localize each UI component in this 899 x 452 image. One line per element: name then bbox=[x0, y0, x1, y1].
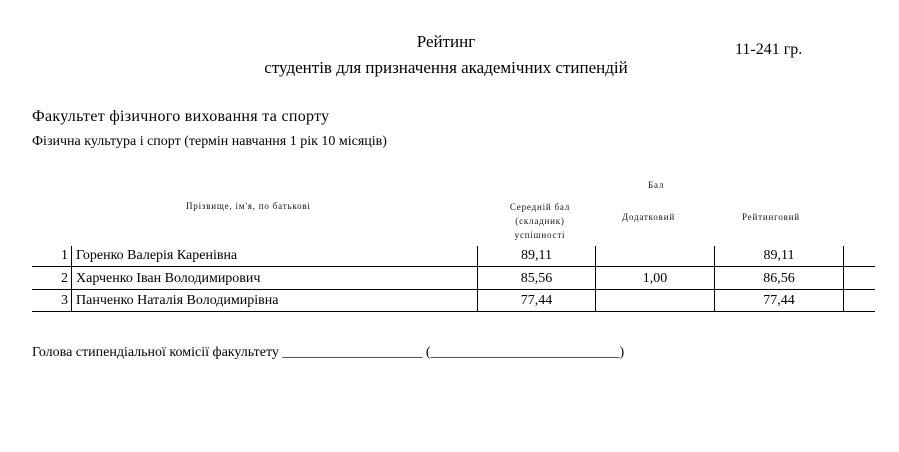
student-name: Харченко Іван Володимирович bbox=[76, 271, 261, 286]
header-rating: Рейтинговий bbox=[742, 212, 800, 222]
rating-score: 77,44 bbox=[763, 293, 795, 308]
header-additional: Додатковий bbox=[622, 212, 675, 222]
row-number: 1 bbox=[61, 248, 68, 263]
faculty-name: Факультет фізичного виховання та спорту bbox=[32, 108, 330, 125]
header-full-name: Прізвище, ім'я, по батькові bbox=[186, 201, 311, 211]
document-title: Рейтинг bbox=[416, 32, 476, 51]
row-number: 3 bbox=[61, 293, 68, 308]
additional-score: 1,00 bbox=[642, 271, 668, 286]
student-name: Панченко Наталія Володимирівна bbox=[76, 293, 279, 308]
header-bal: Бал bbox=[648, 180, 665, 190]
average-score: 77,44 bbox=[520, 293, 553, 308]
header-average-score: Середній бал (складник) успішності bbox=[509, 202, 571, 240]
average-score: 89,11 bbox=[521, 248, 552, 263]
table-row-divider bbox=[32, 311, 875, 312]
student-name: Горенко Валерія Каренівна bbox=[76, 248, 238, 263]
rating-score: 86,56 bbox=[763, 271, 795, 286]
row-number: 2 bbox=[61, 271, 68, 286]
average-score: 85,56 bbox=[520, 271, 553, 286]
signature-line: Голова стипендіальної комісії факультету ____________________ (___________________________) bbox=[32, 345, 625, 360]
table-col-divider bbox=[843, 246, 844, 311]
additional-score bbox=[596, 246, 714, 266]
group-label: 11-241 гр. bbox=[735, 41, 803, 58]
table-row-divider bbox=[32, 266, 875, 267]
table-row-divider bbox=[32, 289, 875, 290]
rating-score: 89,11 bbox=[763, 248, 795, 263]
document-subtitle: студентів для призначення академічних стипендій bbox=[264, 58, 628, 77]
table-col-divider bbox=[71, 246, 72, 311]
additional-score bbox=[596, 291, 714, 311]
program-name: Фізична культура і спорт (термін навчання 1 рік 10 місяців) bbox=[32, 134, 387, 149]
